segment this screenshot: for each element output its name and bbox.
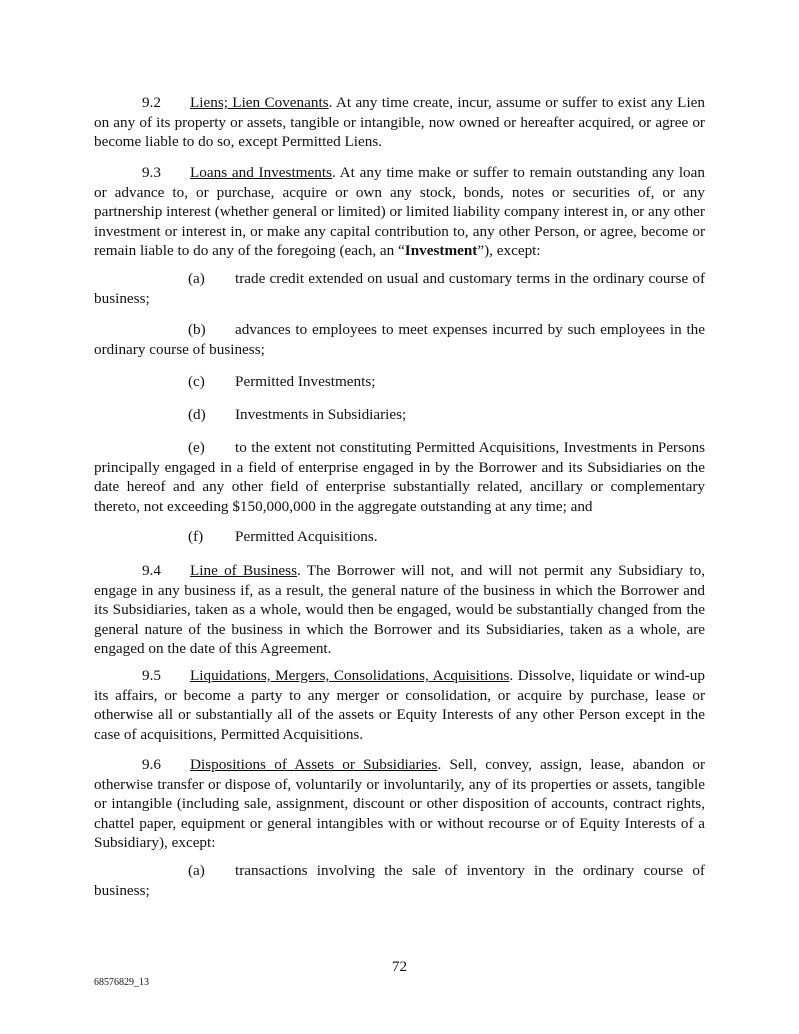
clause-text: transactions involving the sale of inventory in the ordinary course of business; [94, 862, 705, 899]
clause-text: Permitted Acquisitions. [235, 528, 378, 545]
clause-label: (f) [188, 528, 204, 545]
section-number: 9.4 [142, 562, 161, 579]
section-text-end: ”), except: [477, 242, 541, 260]
clause-9-3-b [94, 320, 705, 359]
section-text: . Sell, convey, assign, lease, abandon or otherwise transfer or dispose of, voluntarily or involuntarily, any of its properties or assets, tangible or intangible (including sale, assignment, discount or other disposition of accounts, contract rights, chattel paper, equipment or general intangibles with or without recourse or of Equity Interests of a Subsidiary), except: [94, 756, 706, 852]
section-9-4 [94, 561, 705, 659]
defined-term: Investment [404, 242, 478, 260]
section-number: 9.6 [142, 756, 161, 773]
section-text: . At any time create, incur, assume or suffer to exist any Lien on any of its property or assets, tangible or intangible, now owned or hereafter acquired, or agree or become liable to do so, except Permitted Liens. [94, 94, 705, 151]
clause-label: (e) [188, 439, 205, 456]
section-heading: Dispositions of Assets or Subsidiaries [190, 756, 438, 773]
clause-9-3-d [94, 405, 705, 425]
section-heading: Loans and Investments [190, 164, 332, 181]
clause-9-3-f [94, 527, 705, 547]
section-heading: Liens; Lien Covenants [190, 94, 329, 111]
section-text: . Dissolve, liquidate or wind-up its affairs, or become a party to any merger or consolidation, or acquire by purchase, lease or otherwise all or substantially all of the assets or Equity Interests of any other Person except in the case of acquisitions, Permitted Acquisitions. [94, 667, 705, 743]
page-number: 72 [391, 958, 408, 975]
section-number: 9.3 [142, 164, 161, 181]
section-text: . At any time make or suffer to remain outstanding any loan or advance to, or purchase, acquire or own any stock, bonds, notes or securities of, or any partnership interest (whether general or limited) or limited liability company interest in, or any other investment or interest in, or make any capital contribution to, any other Person, or agree, become or remain liable to do any of the foregoing (each, an “ [94, 164, 705, 260]
clause-label: (a) [188, 270, 205, 287]
clause-text: trade credit extended on usual and customary terms in the ordinary course of business; [94, 270, 705, 307]
clause-label: (b) [188, 321, 206, 338]
section-9-5 [94, 666, 705, 744]
clause-text: advances to employees to meet expenses incurred by such employees in the ordinary course of business; [94, 321, 705, 358]
document-id: 68576829_13 [94, 977, 149, 988]
section-9-2 [94, 93, 705, 152]
clause-text: Permitted Investments; [235, 373, 376, 390]
section-number: 9.2 [142, 94, 161, 111]
section-number: 9.5 [142, 667, 161, 684]
section-9-6 [94, 755, 705, 853]
clause-label: (c) [188, 373, 205, 390]
section-9-3 [94, 163, 705, 261]
clause-label: (a) [188, 862, 205, 879]
section-heading: Line of Business [190, 562, 297, 579]
clause-9-6-a [94, 861, 705, 900]
clause-label: (d) [188, 406, 206, 423]
section-heading: Liquidations, Mergers, Consolidations, Acquisitions [190, 667, 510, 684]
clause-9-3-a [94, 269, 705, 308]
section-text: . The Borrower will not, and will not permit any Subsidiary to, engage in any business if, as a result, the general nature of the business in which the Borrower and its Subsidiaries, taken as a whole, would then be engaged, would be substantially changed from the general nature of the business in which the Borrower and its Subsidiaries, taken as a whole, are engaged on the date of this Agreement. [94, 562, 706, 658]
clause-9-3-c [94, 372, 705, 392]
clause-9-3-e [94, 438, 705, 516]
clause-text: Investments in Subsidiaries; [235, 406, 407, 423]
clause-text: to the extent not constituting Permitted Acquisitions, Investments in Persons principally engaged in a field of enterprise engaged in by the Borrower and its Subsidiaries on the date hereof and any other field of enterprise substantially related, ancillary or complementary thereto, not exceeding $150,000,000 in the aggregate outstanding at any time; and [94, 439, 705, 515]
